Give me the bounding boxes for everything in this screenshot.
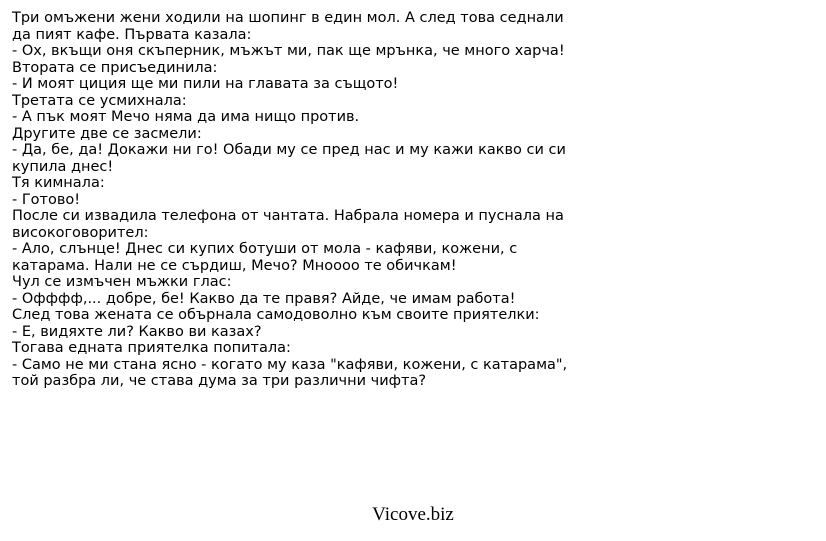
- joke-line: Три омъжени жени ходили на шопинг в един мол. А след това седнали: [12, 10, 564, 26]
- joke-line: - Е, видяхте ли? Какво ви казах?: [12, 323, 262, 340]
- joke-line: - А пък моят Мечо няма да има нищо против.: [12, 109, 360, 125]
- joke-line: - И моят циция ще ми пили на главата за същото!: [12, 76, 399, 92]
- joke-line: Другите две се засмели:: [12, 125, 202, 142]
- joke-line: катарама. Нали не се сърдиш, Мечо? Мноооо те обичкам!: [12, 257, 457, 274]
- joke-text: [12, 10, 612, 390]
- joke-line: - Само не ми стана ясно - когато му каза "кафяви, кожени, с катарама",: [12, 356, 568, 373]
- joke-line: - Готово!: [12, 191, 81, 208]
- joke-line: - Ало, слънце! Днес си купих ботуши от мола - кафяви, кожени, с: [12, 241, 518, 257]
- joke-line: Тя кимнала:: [12, 175, 105, 191]
- joke-line: - Да, бе, да! Докажи ни го! Обади му се пред нас и му кажи какво си си: [12, 142, 566, 158]
- joke-line: След това жената се обърнала самодоволно към своите приятелки:: [12, 307, 540, 323]
- joke-line: Тогава едната приятелка попитала:: [12, 340, 291, 356]
- joke-line: - Ох, вкъщи оня скъперник, мъжът ми, пак ще мрънка, че много харча!: [12, 43, 565, 59]
- joke-line: После си извадила телефона от чантата. Набрала номера и пуснала на: [12, 208, 564, 224]
- joke-line: да пият кафе. Първата казала:: [12, 26, 252, 43]
- joke-line: той разбра ли, че става дума за три различни чифта?: [12, 373, 427, 389]
- joke-line: Третата се усмихнала:: [12, 92, 187, 109]
- joke-line: Втората се присъединила:: [12, 59, 218, 76]
- joke-line: високоговорител:: [12, 224, 149, 241]
- site-watermark: Vicove.biz: [372, 504, 454, 525]
- joke-line: Чул се измъчен мъжки глас:: [12, 274, 232, 290]
- joke-line: - Офффф,... добре, бе! Какво да те правя? Айде, че имам работа!: [12, 290, 516, 307]
- joke-line: купила днес!: [12, 158, 114, 175]
